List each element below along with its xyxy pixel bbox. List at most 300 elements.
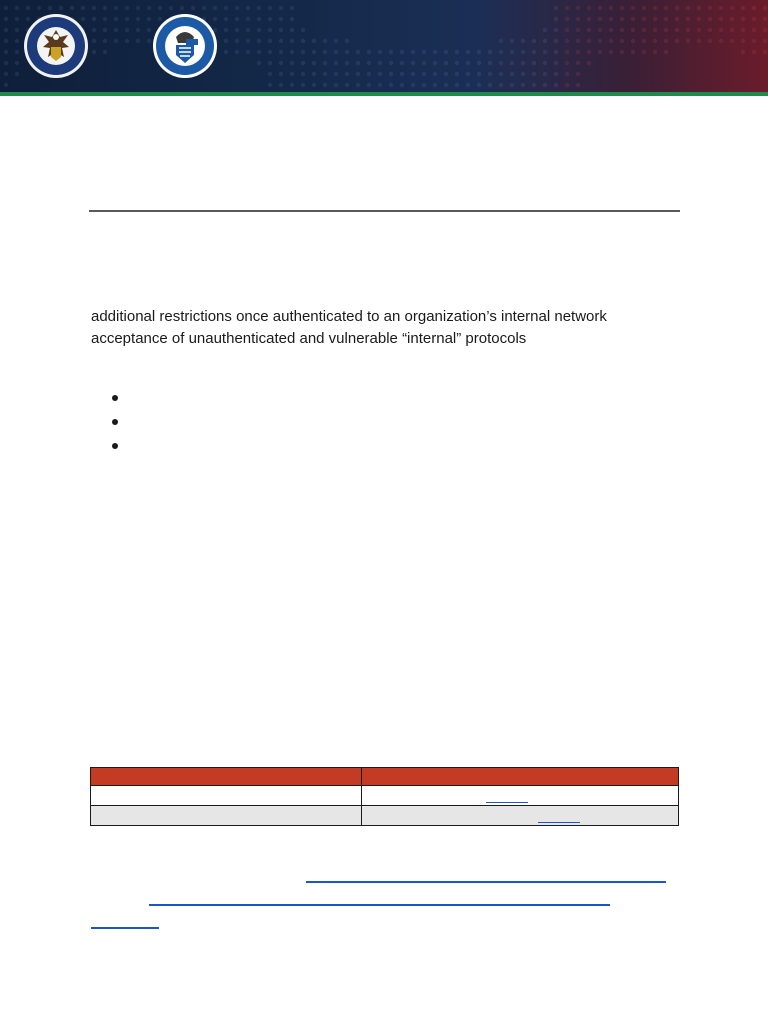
- banner-dot: [664, 28, 668, 32]
- banner-dot: [521, 61, 525, 65]
- banner-dot: [631, 50, 635, 54]
- banner-dot: [4, 50, 8, 54]
- banner-dot: [301, 50, 305, 54]
- banner-dot: [763, 6, 767, 10]
- banner-dot: [268, 50, 272, 54]
- banner-dot: [620, 50, 624, 54]
- banner-dot: [147, 17, 151, 21]
- banner-dot: [620, 17, 624, 21]
- table-header-cell: [91, 768, 362, 786]
- banner-dot: [444, 61, 448, 65]
- banner-dot: [114, 17, 118, 21]
- banner-dot: [752, 39, 756, 43]
- banner-dot: [554, 50, 558, 54]
- banner-dot: [15, 72, 19, 76]
- banner-dot: [598, 17, 602, 21]
- table-link[interactable]: [538, 822, 580, 823]
- banner-dot: [631, 17, 635, 21]
- banner-dot: [642, 17, 646, 21]
- banner-dot: [708, 17, 712, 21]
- footnote-link[interactable]: [149, 904, 610, 906]
- banner-dot: [367, 83, 371, 87]
- banner-dot: [521, 50, 525, 54]
- banner-dot: [565, 72, 569, 76]
- banner-dot: [257, 6, 261, 10]
- banner-dot: [664, 50, 668, 54]
- banner-dot: [576, 39, 580, 43]
- banner-dot: [499, 72, 503, 76]
- banner-dot: [334, 39, 338, 43]
- banner-dot: [246, 28, 250, 32]
- banner-dot: [323, 61, 327, 65]
- banner-dot: [246, 6, 250, 10]
- banner-dot: [543, 61, 547, 65]
- banner-dot: [664, 17, 668, 21]
- title-divider: [89, 210, 680, 212]
- table-row: [91, 806, 679, 826]
- banner-dot: [114, 6, 118, 10]
- banner-dot: [356, 50, 360, 54]
- banner-dot: [565, 50, 569, 54]
- banner-dot: [741, 17, 745, 21]
- banner-dot: [576, 72, 580, 76]
- paragraph-line: acceptance of unauthenticated and vulnerable “internal” protocols: [91, 330, 527, 347]
- banner-dot: [576, 61, 580, 65]
- banner-dot: [136, 6, 140, 10]
- banner-dot: [268, 61, 272, 65]
- banner-dot: [598, 39, 602, 43]
- banner-dot: [92, 28, 96, 32]
- banner-dot: [620, 28, 624, 32]
- banner-dot: [587, 39, 591, 43]
- banner-dot: [708, 28, 712, 32]
- banner-dot: [279, 83, 283, 87]
- banner-dot: [279, 28, 283, 32]
- banner-dot: [587, 50, 591, 54]
- banner-dot: [312, 72, 316, 76]
- banner-dot: [455, 61, 459, 65]
- banner-dot: [92, 17, 96, 21]
- banner-dot: [235, 6, 239, 10]
- banner-dot: [279, 61, 283, 65]
- banner-dot: [323, 83, 327, 87]
- banner-dot: [598, 28, 602, 32]
- banner-dot: [268, 39, 272, 43]
- banner-dot: [554, 6, 558, 10]
- banner-dot: [70, 6, 74, 10]
- banner-dot: [224, 28, 228, 32]
- banner-dot: [752, 50, 756, 54]
- banner-dot: [422, 61, 426, 65]
- banner-dot: [400, 83, 404, 87]
- banner-dot: [235, 39, 239, 43]
- banner-dot: [730, 39, 734, 43]
- banner-dot: [4, 72, 8, 76]
- banner-dot: [598, 50, 602, 54]
- banner-dot: [235, 50, 239, 54]
- banner-dot: [345, 50, 349, 54]
- banner-dot: [433, 61, 437, 65]
- cisa-seal-icon: [152, 13, 218, 79]
- banner-dot: [653, 17, 657, 21]
- banner-dot: [609, 50, 613, 54]
- banner-dot: [312, 50, 316, 54]
- banner-dot: [609, 39, 613, 43]
- bullet-icon: [112, 419, 118, 425]
- banner-dot: [741, 28, 745, 32]
- banner-dot: [92, 39, 96, 43]
- banner-dot: [730, 6, 734, 10]
- table-cell: [91, 786, 362, 806]
- banner-dot: [125, 39, 129, 43]
- banner-dot: [367, 72, 371, 76]
- banner-dot: [598, 6, 602, 10]
- banner-dot: [653, 39, 657, 43]
- banner-dot: [719, 17, 723, 21]
- banner-dot: [697, 17, 701, 21]
- banner-dot: [433, 83, 437, 87]
- banner-dot: [444, 83, 448, 87]
- banner-dot: [15, 50, 19, 54]
- banner-dot: [257, 61, 261, 65]
- banner-dot: [268, 28, 272, 32]
- banner-dot: [477, 72, 481, 76]
- banner-dot: [4, 39, 8, 43]
- banner-dot: [730, 28, 734, 32]
- banner-dot: [444, 50, 448, 54]
- banner-dot: [257, 39, 261, 43]
- banner-dot: [565, 61, 569, 65]
- banner-dot: [521, 72, 525, 76]
- banner-dot: [510, 50, 514, 54]
- banner-dot: [752, 28, 756, 32]
- banner-dot: [290, 28, 294, 32]
- banner-dot: [400, 61, 404, 65]
- banner-dot: [631, 28, 635, 32]
- banner-dot: [290, 61, 294, 65]
- banner-dot: [609, 28, 613, 32]
- banner-dot: [510, 72, 514, 76]
- banner-dot: [378, 83, 382, 87]
- banner-dot: [587, 28, 591, 32]
- banner-dot: [92, 50, 96, 54]
- banner-dot: [4, 83, 8, 87]
- banner-dot: [576, 83, 580, 87]
- banner-dot: [246, 50, 250, 54]
- banner-dot: [543, 28, 547, 32]
- footnote-link[interactable]: [91, 927, 159, 929]
- banner-dot: [301, 61, 305, 65]
- banner-dot: [345, 39, 349, 43]
- banner-dot: [345, 83, 349, 87]
- banner-dot: [499, 61, 503, 65]
- banner-dot: [400, 50, 404, 54]
- banner-dot: [741, 50, 745, 54]
- banner-dot: [565, 39, 569, 43]
- banner-dot: [609, 6, 613, 10]
- banner-dot: [488, 50, 492, 54]
- banner-dot: [697, 39, 701, 43]
- banner-dot: [15, 61, 19, 65]
- banner-dot: [4, 61, 8, 65]
- banner-dot: [510, 39, 514, 43]
- nsa-seal-icon: [23, 13, 89, 79]
- banner-dot: [235, 17, 239, 21]
- banner-dot: [532, 61, 536, 65]
- banner-dot: [301, 28, 305, 32]
- banner-dot: [543, 39, 547, 43]
- banner-dot: [411, 50, 415, 54]
- banner-dot: [719, 6, 723, 10]
- banner-dot: [103, 39, 107, 43]
- banner-dot: [257, 28, 261, 32]
- banner-dot: [290, 17, 294, 21]
- banner-dot: [488, 61, 492, 65]
- banner-dot: [334, 61, 338, 65]
- banner-dot: [136, 28, 140, 32]
- banner-dot: [224, 39, 228, 43]
- banner-dot: [312, 83, 316, 87]
- banner-dot: [730, 17, 734, 21]
- banner-dot-pattern: [0, 0, 768, 92]
- banner-dot: [466, 72, 470, 76]
- banner-dot: [147, 28, 151, 32]
- banner-dot: [532, 39, 536, 43]
- banner-dot: [411, 83, 415, 87]
- header-stripe: [0, 92, 768, 96]
- table-row: [91, 786, 679, 806]
- banner-dot: [125, 17, 129, 21]
- banner-dot: [268, 17, 272, 21]
- banner-dot: [433, 50, 437, 54]
- banner-dot: [279, 72, 283, 76]
- banner-dot: [477, 61, 481, 65]
- table-header-cell: [362, 768, 679, 786]
- banner-dot: [587, 17, 591, 21]
- banner-dot: [565, 17, 569, 21]
- banner-dot: [81, 6, 85, 10]
- banner-dot: [356, 83, 360, 87]
- banner-dot: [752, 6, 756, 10]
- banner-dot: [279, 50, 283, 54]
- footnote-link[interactable]: [306, 881, 666, 883]
- banner-dot: [334, 50, 338, 54]
- banner-dot: [708, 6, 712, 10]
- banner-dot: [323, 72, 327, 76]
- banner-dot: [554, 39, 558, 43]
- banner-dot: [268, 6, 272, 10]
- banner-dot: [433, 72, 437, 76]
- table-link[interactable]: [486, 802, 528, 803]
- banner-dot: [125, 6, 129, 10]
- banner-dot: [59, 6, 63, 10]
- banner-dot: [642, 39, 646, 43]
- banner-dot: [411, 61, 415, 65]
- banner-dot: [367, 50, 371, 54]
- banner-dot: [620, 6, 624, 10]
- banner-dot: [279, 6, 283, 10]
- banner-dot: [290, 83, 294, 87]
- banner-dot: [323, 50, 327, 54]
- banner-dot: [554, 83, 558, 87]
- banner-dot: [609, 17, 613, 21]
- banner-dot: [488, 83, 492, 87]
- banner-dot: [15, 28, 19, 32]
- banner-dot: [455, 72, 459, 76]
- banner-dot: [290, 6, 294, 10]
- banner-dot: [565, 28, 569, 32]
- banner-dot: [422, 50, 426, 54]
- banner-dot: [576, 17, 580, 21]
- banner-dot: [136, 39, 140, 43]
- banner-dot: [180, 6, 184, 10]
- banner-dot: [268, 72, 272, 76]
- banner-dot: [543, 72, 547, 76]
- banner-dot: [191, 6, 195, 10]
- banner-dot: [92, 6, 96, 10]
- banner-dot: [345, 61, 349, 65]
- banner-dot: [356, 61, 360, 65]
- banner-dot: [576, 50, 580, 54]
- banner-dot: [642, 28, 646, 32]
- banner-dot: [565, 83, 569, 87]
- banner-dot: [554, 17, 558, 21]
- banner-dot: [246, 17, 250, 21]
- banner-dot: [653, 6, 657, 10]
- banner-dot: [719, 28, 723, 32]
- banner-dot: [642, 50, 646, 54]
- banner-dot: [103, 28, 107, 32]
- banner-dot: [334, 72, 338, 76]
- banner-dot: [125, 28, 129, 32]
- banner-dot: [521, 83, 525, 87]
- banner-dot: [554, 72, 558, 76]
- banner-dot: [565, 6, 569, 10]
- banner-dot: [411, 72, 415, 76]
- banner-dot: [246, 39, 250, 43]
- banner-dot: [510, 61, 514, 65]
- banner-dot: [235, 28, 239, 32]
- banner-dot: [301, 72, 305, 76]
- banner-dot: [543, 83, 547, 87]
- banner-dot: [477, 83, 481, 87]
- banner-dot: [389, 83, 393, 87]
- banner-dot: [763, 50, 767, 54]
- banner-dot: [455, 50, 459, 54]
- banner-dot: [444, 72, 448, 76]
- banner-dot: [147, 6, 151, 10]
- banner-dot: [686, 39, 690, 43]
- banner-dot: [653, 28, 657, 32]
- banner-dot: [389, 72, 393, 76]
- banner-dot: [103, 17, 107, 21]
- banner-dot: [554, 61, 558, 65]
- banner-dot: [631, 6, 635, 10]
- banner-dot: [686, 17, 690, 21]
- banner-dot: [114, 28, 118, 32]
- banner-dot: [290, 72, 294, 76]
- banner-dot: [664, 6, 668, 10]
- table-cell: [362, 806, 679, 826]
- banner-dot: [15, 6, 19, 10]
- banner-dot: [37, 6, 41, 10]
- banner-dot: [686, 6, 690, 10]
- banner-dot: [488, 72, 492, 76]
- banner-dot: [675, 17, 679, 21]
- banner-dot: [653, 50, 657, 54]
- banner-dot: [631, 39, 635, 43]
- body-paragraph: [91, 306, 691, 350]
- banner-dot: [4, 17, 8, 21]
- banner-dot: [224, 50, 228, 54]
- banner-dot: [26, 6, 30, 10]
- banner-dot: [103, 50, 107, 54]
- banner-dot: [499, 39, 503, 43]
- banner-dot: [675, 6, 679, 10]
- header-banner: [0, 0, 768, 92]
- banner-dot: [323, 39, 327, 43]
- banner-dot: [4, 28, 8, 32]
- banner-dot: [389, 50, 393, 54]
- banner-dot: [543, 50, 547, 54]
- banner-dot: [378, 72, 382, 76]
- table-header-row: [91, 768, 679, 786]
- banner-dot: [466, 61, 470, 65]
- paragraph-line: additional restrictions once authenticated to an organization’s internal network: [91, 308, 607, 325]
- banner-dot: [378, 61, 382, 65]
- table-cell: [91, 806, 362, 826]
- banner-dot: [15, 39, 19, 43]
- banner-dot: [587, 6, 591, 10]
- banner-dot: [741, 6, 745, 10]
- banner-dot: [741, 39, 745, 43]
- banner-dot: [477, 50, 481, 54]
- banner-dot: [224, 17, 228, 21]
- banner-dot: [466, 83, 470, 87]
- banner-dot: [708, 39, 712, 43]
- banner-dot: [422, 72, 426, 76]
- banner-dot: [576, 28, 580, 32]
- banner-dot: [455, 83, 459, 87]
- banner-dot: [356, 72, 360, 76]
- banner-dot: [719, 39, 723, 43]
- bullet-icon: [112, 395, 118, 401]
- banner-dot: [290, 39, 294, 43]
- banner-dot: [312, 61, 316, 65]
- banner-dot: [15, 17, 19, 21]
- banner-dot: [389, 61, 393, 65]
- banner-dot: [378, 50, 382, 54]
- banner-dot: [147, 39, 151, 43]
- banner-dot: [290, 50, 294, 54]
- banner-dot: [554, 28, 558, 32]
- banner-dot: [466, 50, 470, 54]
- banner-dot: [301, 83, 305, 87]
- banner-dot: [213, 6, 217, 10]
- banner-dot: [532, 83, 536, 87]
- banner-dot: [664, 39, 668, 43]
- banner-dot: [752, 17, 756, 21]
- banner-dot: [697, 6, 701, 10]
- banner-dot: [675, 39, 679, 43]
- banner-dot: [279, 39, 283, 43]
- table-cell: [362, 786, 679, 806]
- banner-dot: [103, 6, 107, 10]
- banner-dot: [642, 6, 646, 10]
- banner-dot: [4, 6, 8, 10]
- banner-dot: [763, 39, 767, 43]
- banner-dot: [532, 50, 536, 54]
